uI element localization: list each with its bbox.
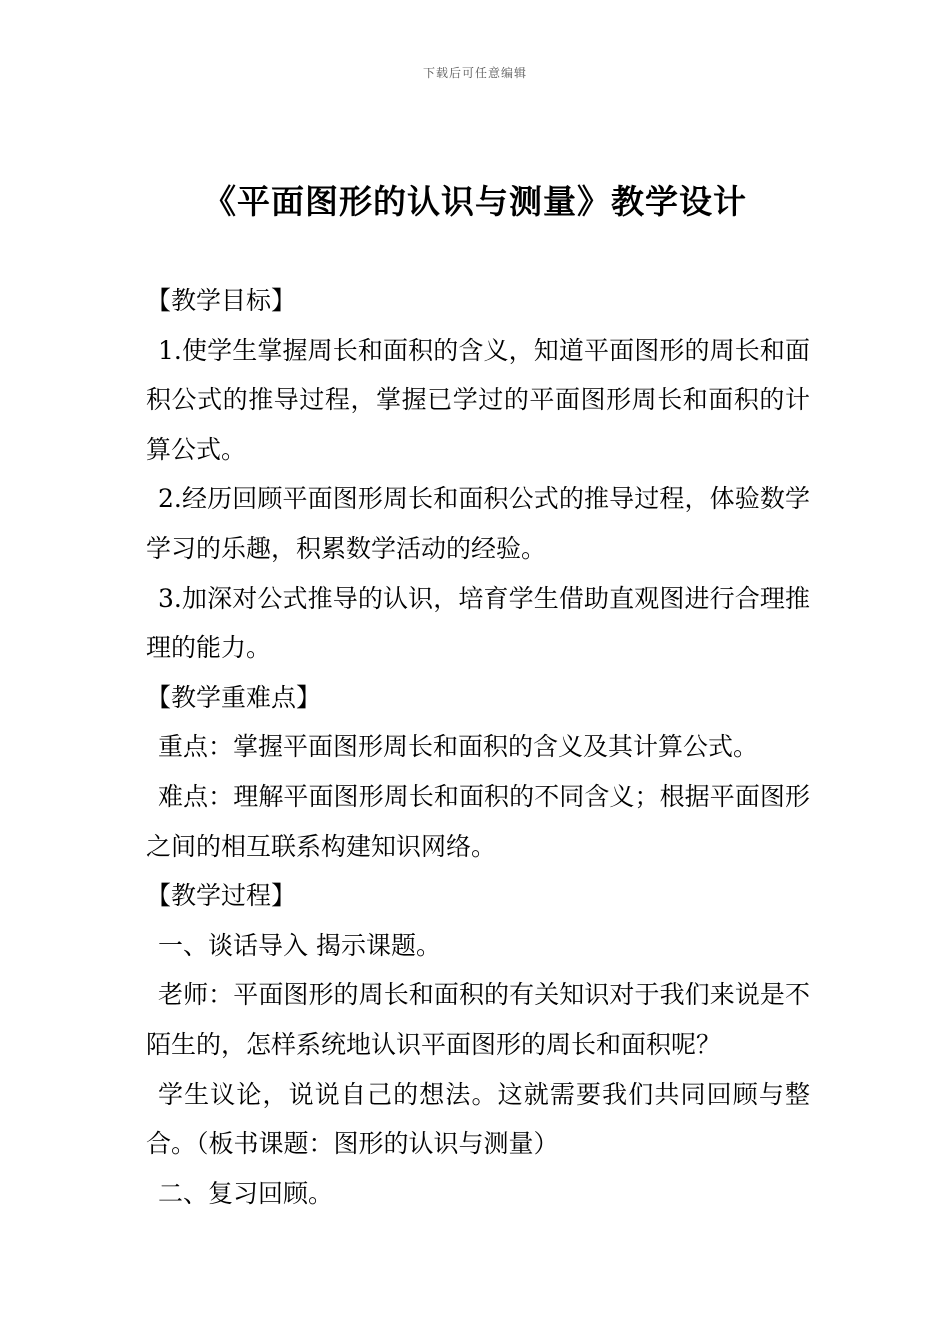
- process-teacher-text: 老师：平面图形的周长和面积的有关知识对于我们来说是不陌生的，怎样系统地认识平面图形的周长和面积呢？: [146, 980, 810, 1059]
- page-header-note: 下载后可任意编辑: [422, 66, 527, 80]
- process-step-2: 二、复习回顾。: [158, 1178, 334, 1208]
- section-heading-objectives: 【教学目标】: [146, 286, 297, 315]
- document-title: 《平面图形的认识与测量》教学设计: [203, 182, 747, 221]
- objective-item-2: 2.经历回顾平面图形周长和面积公式的推导过程，体验数学学习的乐趣，积累数学活动的经验。: [146, 484, 810, 563]
- section-heading-process: 【教学过程】: [146, 881, 297, 911]
- objective-item-3: 3.加深对公式推导的认识，培育学生借助直观图进行合理推理的能力。: [146, 583, 810, 663]
- key-point-focus: 重点：掌握平面图形周长和面积的含义及其计算公式。: [158, 732, 759, 762]
- process-students-text: 学生议论，说说自己的想法。这就需要我们共同回顾与整合。（板书课题：图形的认识与测量）: [146, 1079, 810, 1159]
- key-point-difficulty: 难点：理解平面图形周长和面积的不同含义；根据平面图形之间的相互联系构建知识网络。: [146, 781, 810, 861]
- objective-item-1: 1.使学生掌握周长和面积的含义，知道平面图形的周长和面积公式的推导过程，掌握已学过的平面图形周长和面积的计算公式。: [146, 335, 810, 464]
- document-body: [146, 276, 810, 1218]
- section-heading-key-points: 【教学重难点】: [146, 682, 322, 712]
- process-step-1: 一、谈话导入 揭示课题。: [158, 930, 441, 960]
